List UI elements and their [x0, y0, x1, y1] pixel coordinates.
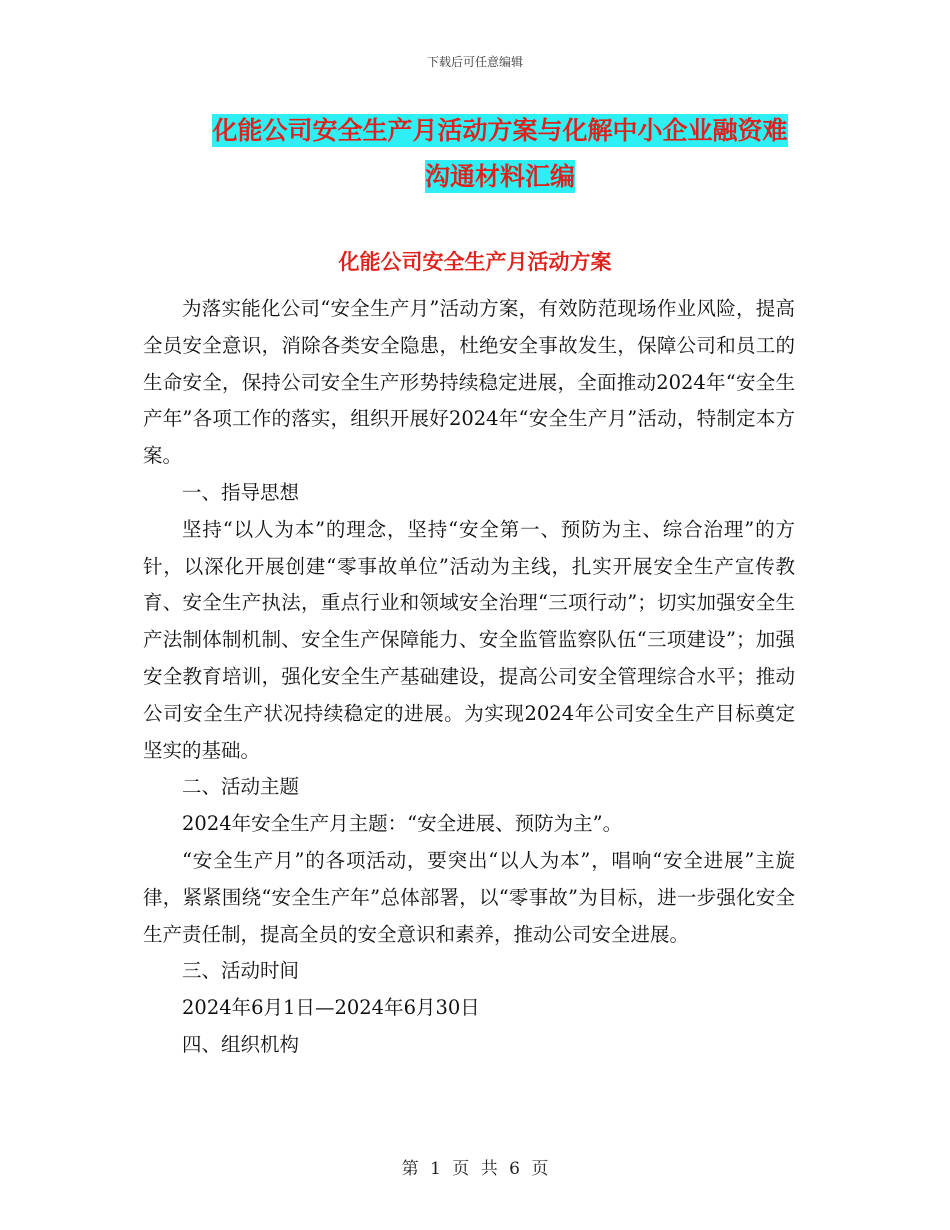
main-title [150, 108, 850, 200]
section-title: 化能公司安全生产月活动方案 [338, 250, 612, 274]
heading-organization: 四、组织机构 [182, 1032, 300, 1056]
page-number: 第 1 页 共 6 页 [401, 1159, 549, 1179]
paragraph-guiding-ideology: 坚持“以人为本”的理念，坚持“安全第一、预防为主、综合治理”的方针，以深化开展创建“零事故单位”活动为主线，扎实开展安全生产宣传教育、安全生产执法，重点行业和领域安全治理“三项行动”；切实加强安全生产法制体制机制、安全生产保障能力、安全监管监察队伍“三项建设”；加强安全教育培训，强化安全生产基础建设，提高公司安全管理综合水平；推动公司安全生产状况持续稳定的进展。为实现2024年公司安全生产目标奠定坚实的基础。 [143, 517, 795, 762]
main-title-line-1: 化能公司安全生产月活动方案与化解中小企业融资难 [212, 116, 788, 145]
heading-guiding-ideology: 一、指导思想 [182, 480, 300, 504]
paragraph-theme-details: “安全生产月”的各项活动，要突出“以人为本”，唱响“安全进展”主旋律，紧紧围绕“安全生产年”总体部署，以“零事故”为目标，进一步强化安全生产责任制，提高全员的安全意识和素养，推动公司安全进展。 [143, 848, 795, 946]
heading-activity-theme: 二、活动主题 [182, 775, 300, 799]
paragraph-activity-time: 2024年6月1日—2024年6月30日 [182, 996, 480, 1020]
heading-activity-time: 三、活动时间 [182, 959, 300, 983]
paragraph-intro: 为落实能化公司“安全生产月”活动方案，有效防范现场作业风险，提高全员安全意识，消除各类安全隐患，杜绝安全事故发生，保障公司和员工的生命安全，保持公司安全生产形势持续稳定进展，全面推动2024年“安全生产年”各项工作的落实，组织开展好2024年“安全生产月”活动，特制定本方案。 [143, 297, 795, 468]
body-text [143, 291, 795, 1064]
header-note: 下载后可任意编辑 [426, 55, 523, 69]
main-title-line-2: 沟通材料汇编 [424, 162, 575, 191]
paragraph-theme-statement: 2024年安全生产月主题：“安全进展、预防为主”。 [182, 812, 623, 836]
